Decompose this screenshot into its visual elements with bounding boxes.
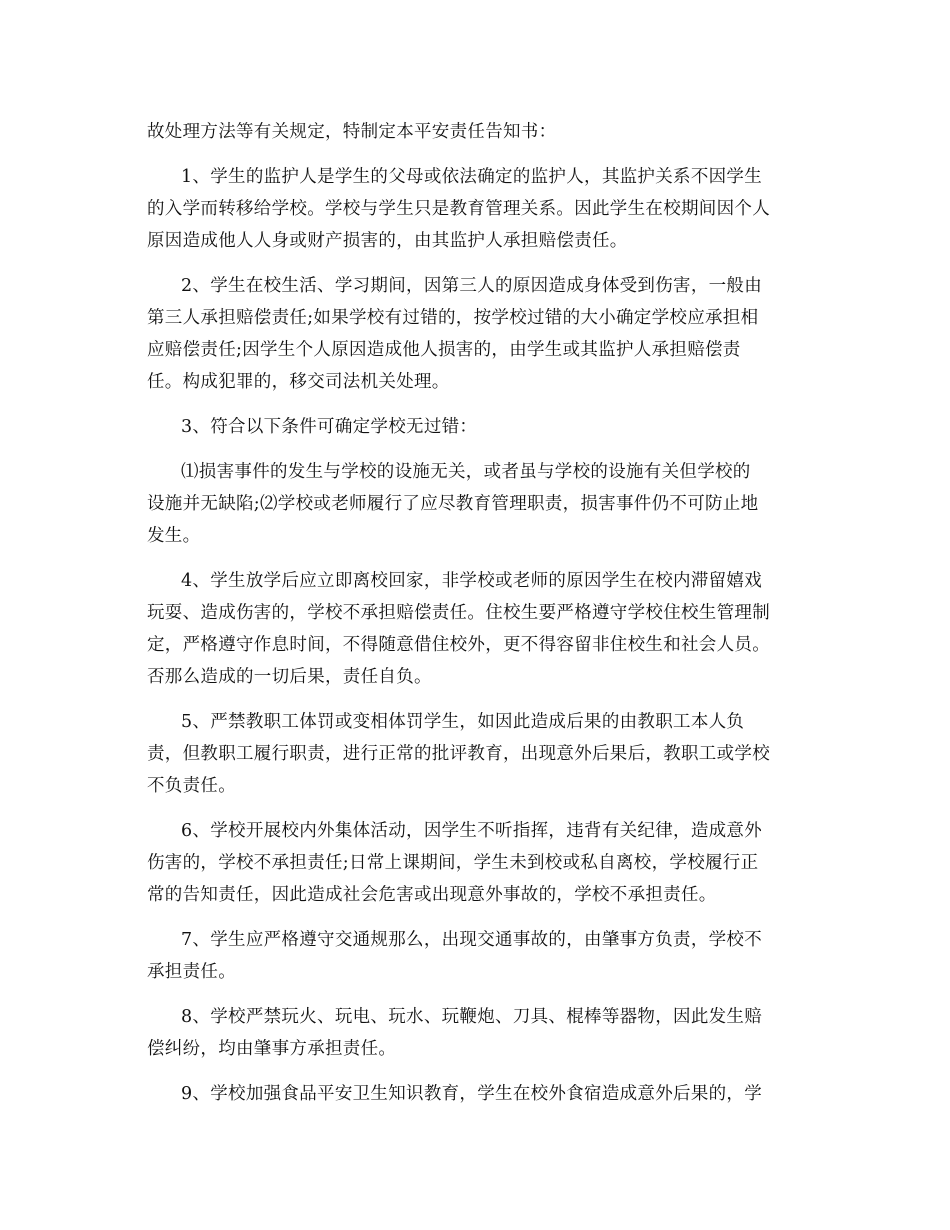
clause-8 (147, 1001, 807, 1065)
clause-line: 设施并无缺陷;⑵学校或老师履行了应尽教育管理职责，损害事件仍不可防止地 (147, 494, 759, 514)
clause-7 (147, 924, 807, 988)
clause-line: 7、学生应严格遵守交通规那么，出现交通事故的，由肇事方负责，学校不 (181, 930, 763, 950)
clause-line: ⑴损害事件的发生与学校的设施无关，或者虽与学校的设施有关但学校的 (181, 462, 751, 482)
clause-line: 2、学生在校生活、学习期间，因第三人的原因造成身体受到伤害，一般由 (181, 276, 763, 296)
clause-2 (147, 270, 807, 398)
clause-6 (147, 815, 807, 911)
clause-line: 承担责任。 (147, 962, 236, 982)
clause-9 (147, 1078, 807, 1110)
clause-line: 玩耍、造成伤害的，学校不承担赔偿责任。住校生要严格遵守学校住校生管理制 (147, 603, 770, 623)
clause-line: 8、学校严禁玩火、玩电、玩水、玩鞭炮、刀具、棍棒等器物，因此发生赔 (181, 1007, 763, 1027)
clause-line: 常的告知责任，因此造成社会危害或出现意外事故的，学校不承担责任。 (147, 885, 717, 905)
clause-line: 定，严格遵守作息时间，不得随意借住校外，更不得容留非住校生和社会人员。 (147, 635, 770, 655)
clause-line: 应赔偿责任;因学生个人原因造成他人损害的，由学生或其监护人承担赔偿责 (147, 340, 741, 360)
clause-line: 任。构成犯罪的，移交司法机关处理。 (147, 372, 450, 392)
intro-line: 故处理方法等有关规定，特制定本平安责任告知书： (147, 122, 557, 142)
clause-line: 的入学而转移给学校。学校与学生只是教育管理关系。因此学生在校期间因个人 (147, 199, 770, 219)
clause-line: 不负责任。 (147, 776, 236, 796)
clause-line: 伤害的，学校不承担责任;日常上课期间，学生未到校或私自离校，学校履行正 (147, 853, 759, 873)
clause-line: 4、学生放学后应立即离校回家，非学校或老师的原因学生在校内滞留嬉戏 (181, 571, 763, 591)
document-body (147, 116, 807, 1110)
clause-line: 5、严禁教职工体罚或变相体罚学生，如因此造成后果的由教职工本人负 (181, 712, 745, 732)
clause-line: 第三人承担赔偿责任;如果学校有过错的，按学校过错的大小确定学校应承担相 (147, 308, 759, 328)
clause-line: 1、学生的监护人是学生的父母或依法确定的监护人，其监护关系不因学生 (181, 167, 763, 187)
clause-line: 偿纠纷，均由肇事方承担责任。 (147, 1039, 397, 1059)
clause-line: 责，但教职工履行职责，进行正常的批评教育，出现意外后果后，教职工或学校 (147, 744, 770, 764)
clause-line: 发生。 (147, 526, 201, 546)
clause-1 (147, 161, 807, 257)
clause-line: 9、学校加强食品平安卫生知识教育，学生在校外食宿造成意外后果的，学 (181, 1084, 763, 1104)
clause-line: 否那么造成的一切后果，责任自负。 (147, 667, 432, 687)
clause-4 (147, 565, 807, 693)
clause-line: 3、符合以下条件可确定学校无过错： (181, 417, 478, 437)
clause-3 (147, 411, 807, 443)
clause-3-conditions (147, 456, 807, 552)
clause-line: 原因造成他人人身或财产损害的，由其监护人承担赔偿责任。 (147, 231, 628, 251)
clause-line: 6、学校开展校内外集体活动，因学生不听指挥，违背有关纪律，造成意外 (181, 821, 763, 841)
clause-5 (147, 706, 807, 802)
